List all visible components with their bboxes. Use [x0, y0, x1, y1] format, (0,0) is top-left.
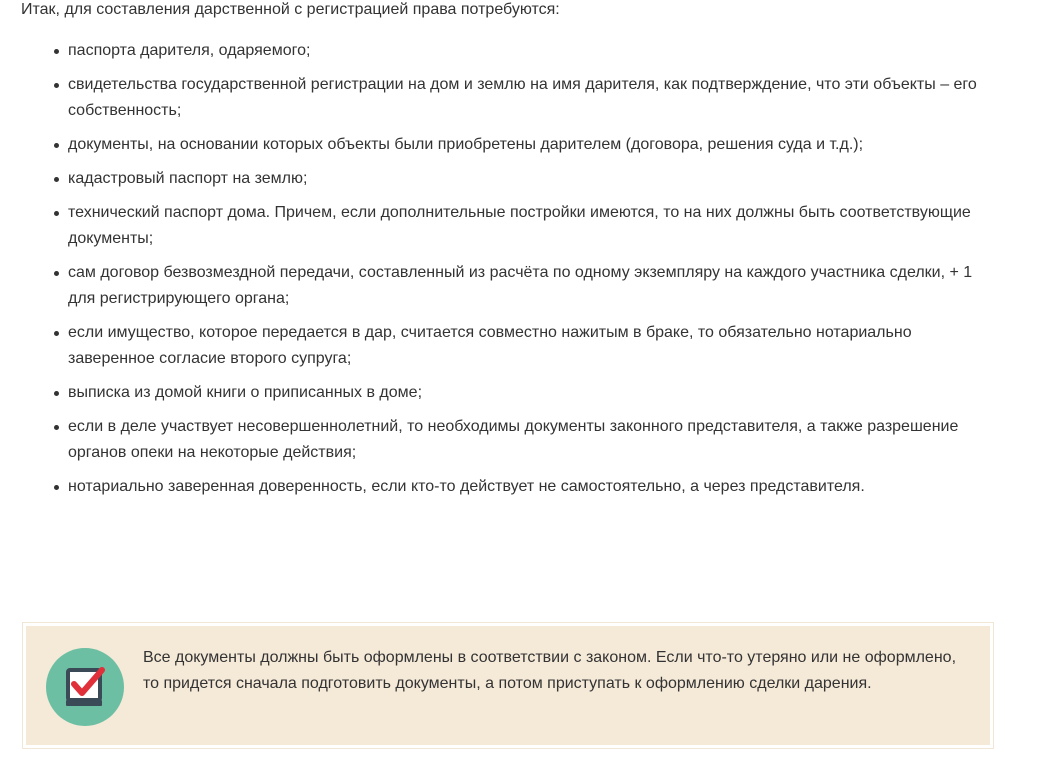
checkbox-checked-svg: [46, 648, 124, 726]
list-item: [21, 380, 1011, 406]
note-inner: [26, 626, 990, 745]
list-item-text: если в деле участвует несовершеннолетний, то необходимы документы законного представителя, а также разрешение органов опеки на некоторые действия;: [68, 418, 959, 461]
list-item: [21, 260, 1011, 312]
intro-paragraph: Итак, для составления дарственной с регистрацией права потребуются:: [21, 1, 560, 18]
list-item: [21, 200, 1011, 252]
list-item: [21, 166, 1011, 192]
bullet-icon: [54, 331, 59, 336]
bullet-icon: [54, 49, 59, 54]
bullet-icon: [54, 177, 59, 182]
list-item-text: нотариально заверенная доверенность, если кто-то действует не самостоятельно, а через представителя.: [68, 478, 865, 495]
list-item-text: выписка из домой книги о приписанных в доме;: [68, 384, 423, 401]
list-item: [21, 72, 1011, 124]
checkbox-checked-icon: [46, 648, 124, 726]
list-item-text: кадастровый паспорт на землю;: [68, 170, 308, 187]
list-item-text: свидетельства государственной регистрации на дом и землю на имя дарителя, как подтверждение, что эти объекты – его собственность;: [68, 76, 977, 119]
list-item-text: если имущество, которое передается в дар, считается совместно нажитым в браке, то обязательно нотариально заверенное согласие второго супруга;: [68, 324, 912, 367]
bullet-icon: [54, 485, 59, 490]
list-item-text: паспорта дарителя, одаряемого;: [68, 42, 311, 59]
bullet-icon: [54, 143, 59, 148]
list-item: [21, 38, 1011, 64]
note-text: Все документы должны быть оформлены в соответствии с законом. Если что-то утеряно или не оформлено, то придется сначала подготовить документы, а потом приступать к оформлению сделки дарения.: [143, 649, 957, 692]
bullet-icon: [54, 83, 59, 88]
list-item-text: документы, на основании которых объекты были приобретены дарителем (договора, решения суда и т.д.);: [68, 136, 864, 153]
list-item: [21, 132, 1011, 158]
list-item: [21, 474, 1011, 500]
note-box: [22, 622, 994, 749]
list-item: [21, 414, 1011, 466]
bullet-icon: [54, 271, 59, 276]
bullet-icon: [54, 211, 59, 216]
list-item: [21, 320, 1011, 372]
requirements-list: [21, 38, 1011, 500]
list-item-text: технический паспорт дома. Причем, если дополнительные постройки имеются, то на них должны быть соответствующие документы;: [68, 204, 971, 247]
list-item-text: сам договор безвозмездной передачи, составленный из расчёта по одному экземпляру на каждого участника сделки, + 1 для регистрирующего органа;: [68, 264, 973, 307]
bullet-icon: [54, 391, 59, 396]
bullet-icon: [54, 425, 59, 430]
article-body: [21, 0, 1011, 508]
